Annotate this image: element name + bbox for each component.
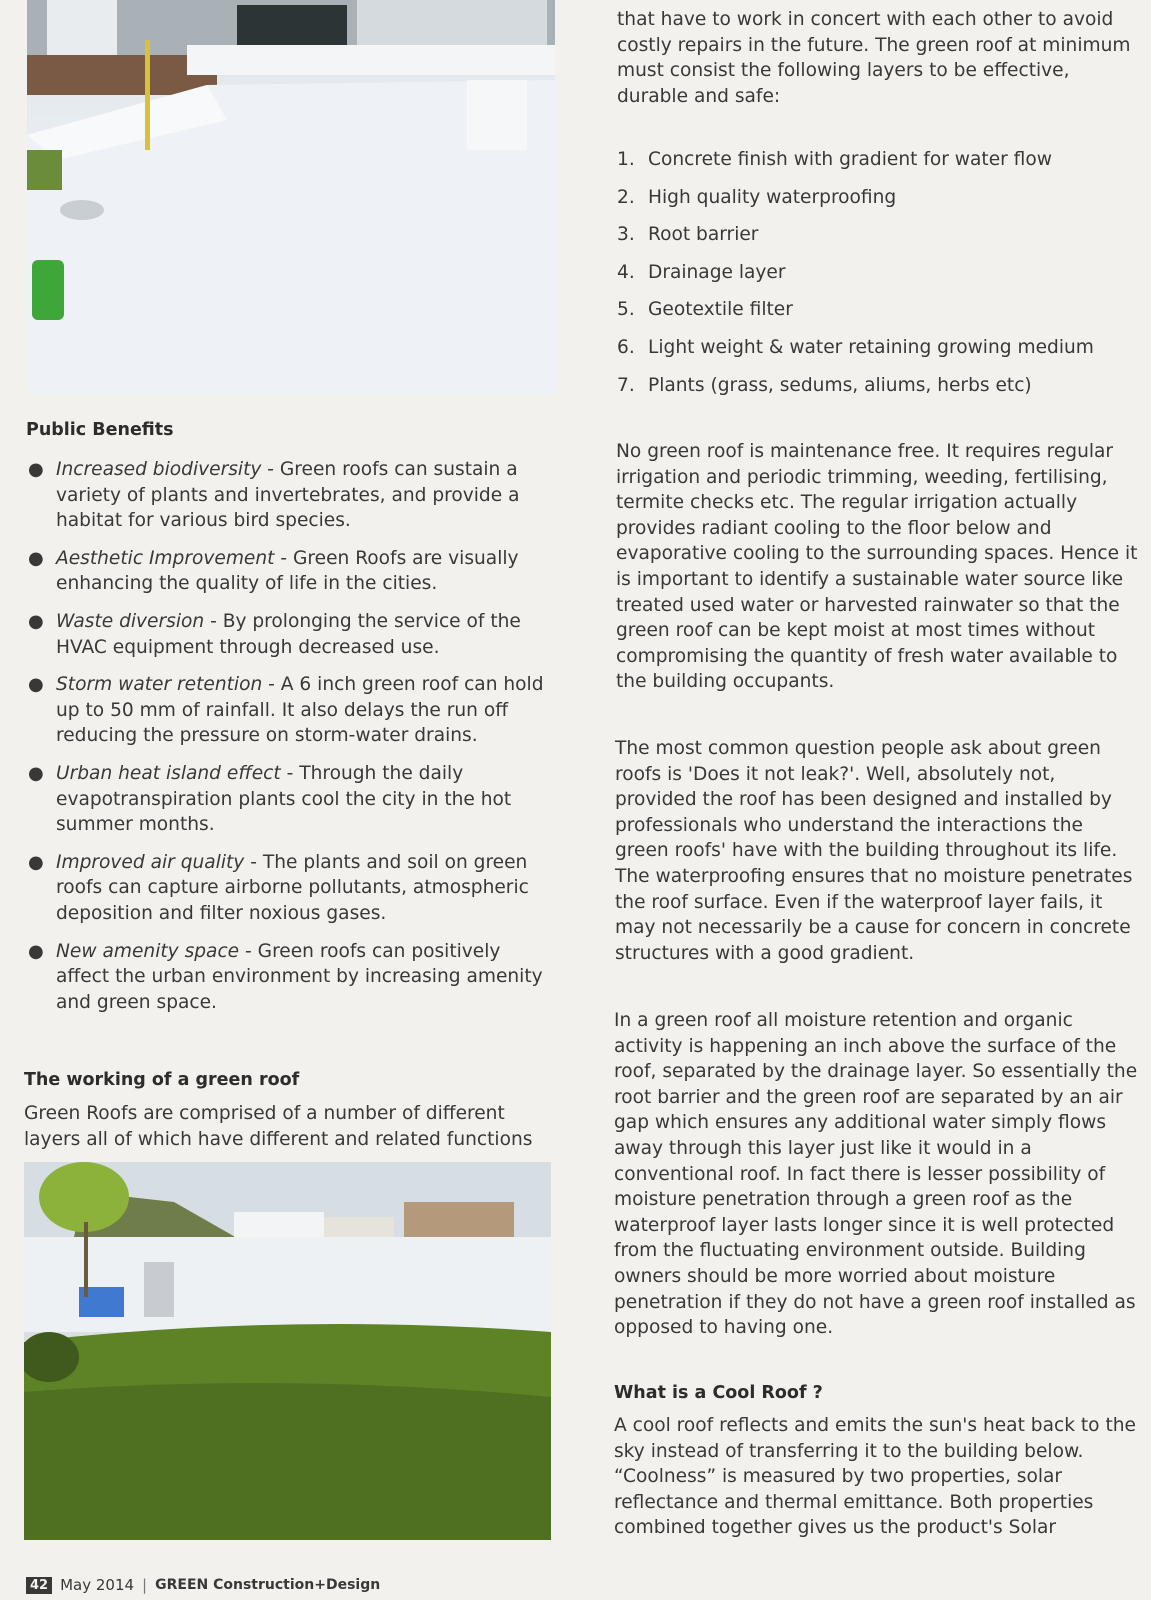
list-item: ● Increased biodiversity - Green roofs can sustain a variety of plants and invertebrates, and provide a habitat for various bird species. bbox=[28, 459, 520, 532]
working-text: Green Roofs are comprised of a number of different layers all of which have different and related functions bbox=[24, 1103, 533, 1150]
list-item: 7. Plants (grass, sedums, aliums, herbs etc) bbox=[617, 374, 1032, 396]
list-item: ● New amenity space - Green roofs can positively affect the urban environment by increasing amenity and green space. bbox=[28, 940, 543, 1013]
publication-name: GREEN Construction+Design bbox=[155, 1577, 381, 1593]
working-heading: The working of a green roof bbox=[24, 1070, 300, 1090]
footer-divider: | bbox=[142, 1576, 148, 1594]
layers-list bbox=[617, 147, 1139, 410]
list-item: ● Improved air quality - The plants and soil on green roofs can capture airborne pollutants, atmospheric deposition and filter noxious gases. bbox=[28, 851, 529, 924]
list-item: 3. Root barrier bbox=[617, 224, 759, 246]
photo-white-roof bbox=[27, 0, 555, 394]
list-item: ● Aesthetic Improvement - Green Roofs are visually enhancing the quality of life in the cities. bbox=[28, 547, 519, 595]
green-roof-illustration bbox=[24, 1162, 551, 1540]
cool-roof-text: A cool roof reflects and emits the sun's heat back to the sky instead of transferring it to the building below. “Coolness” is measured by two properties, solar reflectance and thermal emittance. Both properties combined together gives us the product's Solar bbox=[614, 1415, 1136, 1539]
list-item: 6. Light weight & water retaining growing medium bbox=[617, 336, 1094, 358]
list-item: ● Waste diversion - By prolonging the service of the HVAC equipment through decreased use. bbox=[28, 610, 521, 658]
list-item: 5. Geotextile filter bbox=[617, 299, 793, 321]
moisture-paragraph: In a green roof all moisture retention and organic activity is happening an inch above the surface of the roof, separated by the drainage layer. So essentially the root barrier and the green roof are separated by an air gap which ensures any additional water simply flows away through this layer just like it would in a conventional roof. In fact there is lesser possibility of moisture penetration through a green roof as the waterproof layer lasts longer since it is well protected from the fluctuating environment outside. Building owners should be more worried about moisture penetration if they do not have a green roof installed as opposed to having one. bbox=[614, 1010, 1138, 1339]
bullet-icon: ● bbox=[28, 940, 44, 962]
cool-roof-heading: What is a Cool Roof ? bbox=[614, 1383, 823, 1403]
list-item: 4. Drainage layer bbox=[617, 261, 786, 283]
bullet-icon: ● bbox=[28, 459, 44, 480]
working-section bbox=[24, 1068, 556, 1152]
bullet-icon: ● bbox=[28, 610, 44, 632]
list-item: 2. High quality waterproofing bbox=[617, 186, 897, 208]
list-item: ● Urban heat island effect - Through the daily evapotranspiration plants cool the city in the hot summer months. bbox=[28, 762, 512, 836]
white-roof-illustration bbox=[27, 0, 555, 394]
public-benefits-section bbox=[26, 418, 556, 1027]
bullet-icon: ● bbox=[28, 547, 44, 569]
intro-text: that have to work in concert with each other to avoid costly repairs in the future. The green roof at minimum must consist the following layers to be effective, durable and safe: bbox=[617, 9, 1131, 107]
public-benefits-heading: Public Benefits bbox=[26, 420, 174, 440]
page-number: 42 bbox=[26, 1577, 52, 1594]
bullet-icon: ● bbox=[28, 762, 44, 784]
bullet-icon: ● bbox=[28, 851, 44, 873]
photo-green-roof bbox=[24, 1162, 551, 1540]
bullet-icon: ● bbox=[28, 674, 44, 696]
list-item: ● Storm water retention - A 6 inch green roof can hold up to 50 mm of rainfall. It also delays the run off reducing the pressure on storm-water drains. bbox=[28, 674, 544, 747]
list-item: 1. Concrete finish with gradient for water flow bbox=[617, 149, 1052, 170]
maintenance-paragraph: No green roof is maintenance free. It requires regular irrigation and periodic trimming, weeding, fertilising, termite checks etc. The regular irrigation actually provides radiant cooling to the floor below and evaporative cooling to the surrounding spaces. Hence it is important to identify a sustainable water source like treated used water or harvested rainwater so that the green roof can be kept moist at most times without compromising the quantity of fresh water available to the building occupants. bbox=[616, 441, 1138, 693]
benefits-list bbox=[26, 457, 556, 1015]
cool-roof-section bbox=[614, 1381, 1139, 1541]
leak-paragraph: The most common question people ask about green roofs is 'Does it not leak?'. Well, absolutely not, provided the roof has been designed and installed by professionals who understand the interactions the green roofs' have with the building throughout its life. The waterproofing ensures that no moisture penetrates the roof surface. Even if the waterproof layer fails, it may not necessarily be a cause for concern in concrete structures with a good gradient. bbox=[615, 738, 1133, 964]
issue-date: May 2014 bbox=[60, 1576, 135, 1594]
page-footer bbox=[26, 1574, 380, 1596]
